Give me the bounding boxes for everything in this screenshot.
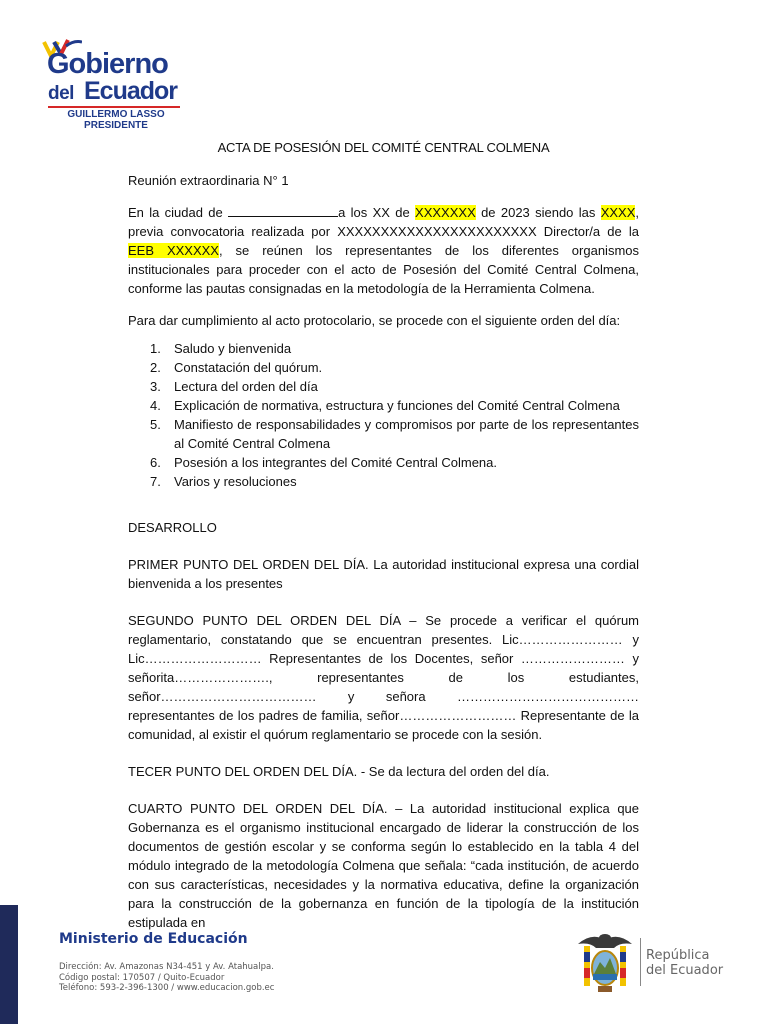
document-body [128,138,639,932]
agenda-text: Manifiesto de responsabilidades y compromisos por parte de los representantes al Comité Central Colmena [174,417,639,451]
point-1-label: PRIMER PUNTO DEL ORDEN DEL DÍA [128,557,366,572]
intro-text-2: a los XX de [338,205,416,220]
logo-ecuador: Ecuador [84,77,178,105]
logo-del: del [48,83,74,104]
logo-president-name: GUILLERMO LASSO [67,109,165,120]
section-heading: DESARROLLO [128,520,217,535]
logo-gobierno: Gobierno [47,48,168,80]
postal-code-line: Código postal: 170507 / Quito-Ecuador [59,972,225,983]
logo-president-title: PRESIDENTE [84,119,148,131]
point-1-text: . La autoridad institucional expresa una cordial bienvenida a los presentes [128,557,639,591]
list-item [128,339,639,358]
contact-line: Teléfono: 593-2-396-1300 / www.educacion.gob.ec [59,983,275,993]
point-4-label: CUARTO PUNTO DEL ORDEN DEL DÍA [128,801,384,816]
agenda-number: 6. [150,455,161,470]
agenda-text: Posesión a los integrantes del Comité Central Colmena. [174,455,498,470]
footer-side-bar [0,905,18,1024]
point-4-text: . – La autoridad institucional explica que Gobernanza es el organismo institucional encargado de liderar la construcción de los documentos de gestión escolar y se conforma según lo establecido en la tabla 4 del módulo integrado de la metodología Colmena que señala: “cada institución, de acuerdo con sus características, necesidades y la normativa educativa, define la organización para la construcción de la gobernanza en función de la tipología de la institución estipulada en [128,801,640,930]
list-item [128,358,639,377]
city-blank [228,205,338,217]
agenda-list [128,339,639,491]
intro-paragraph [128,203,639,298]
intro-text-5: , se reúnen los representantes de los diferentes organismos institucionales para proceder con el acto de Posesión del Comité Central Colmena, conforme las pautas consignadas en la metodología de la Herramienta Colmena. [128,243,640,296]
point-2-text: – Se procede a verificar el quórum reglamentario, constatando que se encuentran presentes. Lic…………………… y Lic……………………… Representantes de los Docentes, señor …………………… y señorita…………………., representantes de los estudiantes, señor……………………………… y señora …………………………………… representantes de los padres de familia, señor……………………… Representante de la comunidad, al existir el quórum reglamentario se procede con la sesión. [128,613,639,742]
agenda-number: 7. [150,474,161,489]
document-title: ACTA DE POSESIÓN DEL COMITÉ CENTRAL COLMENA [217,140,550,155]
list-item [128,415,639,453]
agenda-intro: Para dar cumplimiento al acto protocolario, se procede con el siguiente orden del día: [128,313,621,328]
intro-text-3: de 2023 siendo las [475,205,601,220]
list-item [128,453,639,472]
highlight-time: XXXX [600,205,636,220]
coat-of-arms-icon [574,930,636,998]
footer-divider [640,938,641,986]
highlight-school: EEB XXXXXX [128,243,219,258]
ministry-address [59,962,274,994]
point-2-label: SEGUNDO PUNTO DEL ORDEN DEL DÍA [128,613,401,628]
agenda-text: Saludo y bienvenida [174,341,292,356]
agenda-number: 2. [150,360,161,375]
agenda-text: Varios y resoluciones [174,474,297,489]
point-2-paragraph [128,611,639,744]
agenda-number: 4. [150,398,161,413]
agenda-text: Explicación de normativa, estructura y funciones del Comité Central Colmena [174,398,620,413]
point-3-text: . - Se da lectura del orden del día. [353,764,550,779]
point-3-label: TECER PUNTO DEL ORDEN DEL DÍA [128,764,354,779]
intro-text-4: , previa convocatoria realizada por XXXXXXXXXXXXXXXXXXXXXXX Director/a de la [128,205,639,239]
agenda-number: 1. [150,341,161,356]
logo-divider [48,106,180,108]
list-item [128,377,639,396]
agenda-text: Lectura del orden del día [174,379,318,394]
agenda-number: 3. [150,379,161,394]
agenda-text: Constatación del quórum. [174,360,323,375]
highlight-month: XXXXXXX [415,205,476,220]
list-item [128,396,639,415]
list-item [128,472,639,491]
address-line: Dirección: Av. Amazonas N34-451 y Av. Atahualpa. [59,962,274,972]
point-1-paragraph [128,555,639,593]
gobierno-ecuador-logo [40,38,190,138]
republic-line-1: República [646,948,710,963]
point-3-paragraph [128,762,639,781]
agenda-number: 5. [150,417,161,432]
intro-text-1: En la ciudad de [128,205,229,220]
ministry-name: Ministerio de Educación [59,931,248,947]
republic-line-2: del Ecuador [646,963,724,978]
logo-president [48,110,184,131]
republic-label [646,948,723,978]
point-4-paragraph [128,799,639,932]
document-subtitle: Reunión extraordinaria N° 1 [128,173,289,188]
